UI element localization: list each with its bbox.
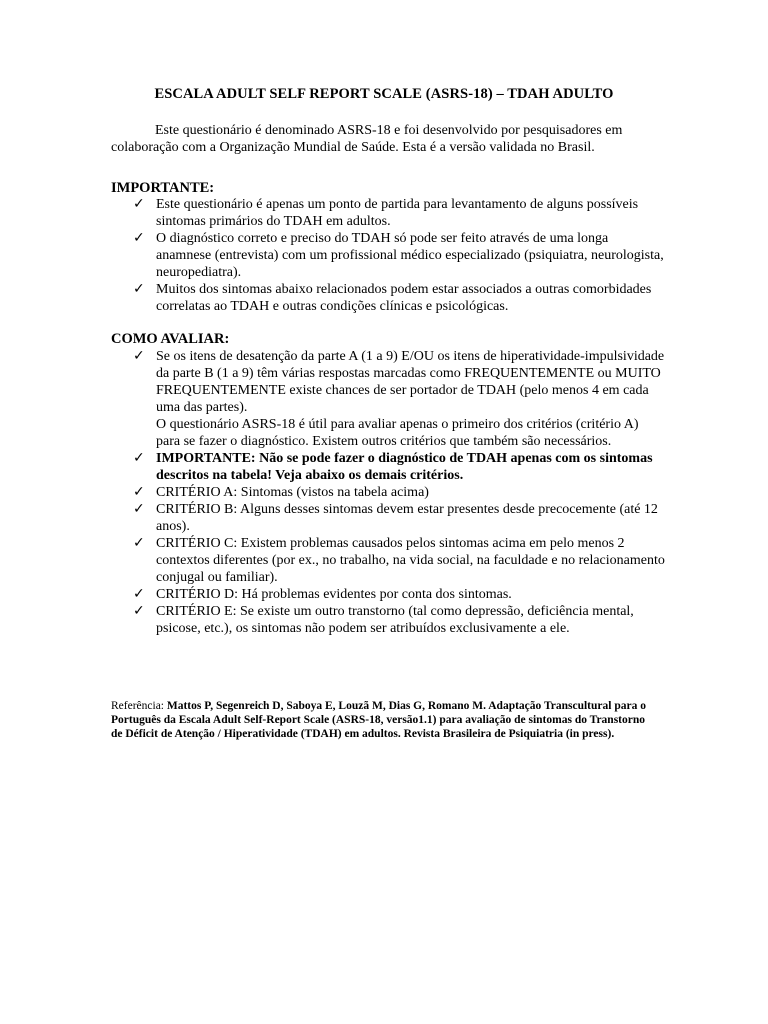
list-item bbox=[111, 230, 666, 281]
list-item-text: Se os itens de desatenção da parte A (1 a 9) E/OU os itens de hiperatividade-impulsividade da parte B (1 a 9) têm várias respostas marcadas como FREQUENTEMENTE ou MUITO FREQUENTEMENTE existe chances de ser portador de TDAH (pelo menos 4 em cada uma das partes). bbox=[156, 349, 665, 415]
importante-list bbox=[111, 196, 666, 315]
criterio-text: CRITÉRIO D: Há problemas evidentes por conta dos sintomas. bbox=[156, 587, 512, 602]
list-item-subtext: O questionário ASRS-18 é útil para avaliar apenas o primeiro dos critérios (critério A) para se fazer o diagnóstico. Existem outros critérios que também são necessários. bbox=[156, 417, 639, 449]
criterio-text: CRITÉRIO C: Existem problemas causados pelos sintomas acima em pelo menos 2 contextos diferentes (por ex., no trabalho, na vida social, na faculdade e no relacionamento conjugal ou familiar). bbox=[156, 536, 665, 585]
list-item-text: IMPORTANTE: Não se pode fazer o diagnóstico de TDAH apenas com os sintomas descritos na tabela! Veja abaixo os demais critérios. bbox=[156, 451, 653, 483]
criterio-text: CRITÉRIO E: Se existe um outro transtorno (tal como depressão, deficiência mental, psicose, etc.), os sintomas não podem ser atribuídos exclusivamente a ele. bbox=[156, 604, 634, 636]
check-icon: ✓ bbox=[133, 281, 145, 297]
como-avaliar-heading: COMO AVALIAR: bbox=[111, 331, 230, 347]
criterio-text: CRITÉRIO A: Sintomas (vistos na tabela acima) bbox=[156, 485, 429, 500]
check-icon: ✓ bbox=[133, 586, 145, 602]
criterio-item bbox=[111, 535, 666, 586]
document-title: ESCALA ADULT SELF REPORT SCALE (ASRS-18) – TDAH ADULTO bbox=[154, 86, 614, 102]
check-icon: ✓ bbox=[133, 501, 145, 517]
check-icon: ✓ bbox=[133, 230, 145, 246]
list-item-text: Este questionário é apenas um ponto de partida para levantamento de alguns possíveis sintomas primários do TDAH em adultos. bbox=[156, 197, 639, 229]
intro-paragraph: Este questionário é denominado ASRS-18 e foi desenvolvido por pesquisadores em colaboração com a Organização Mundial de Saúde. Esta é a versão validada no Brasil. bbox=[111, 123, 623, 155]
reference-label: Referência: bbox=[111, 700, 167, 712]
list-item-text: Muitos dos sintomas abaixo relacionados podem estar associados a outras comorbidades correlatas ao TDAH e outras condições clínicas e psicológicas. bbox=[156, 282, 652, 314]
criterio-item bbox=[111, 603, 666, 637]
importante-heading: IMPORTANTE: bbox=[111, 180, 215, 196]
list-item-text: O diagnóstico correto e preciso do TDAH só pode ser feito através de uma longa anamnese (entrevista) com um profissional médico especializado (psiquiatra, neurologista, neuropediatra). bbox=[156, 231, 664, 280]
criterio-text: CRITÉRIO B: Alguns desses sintomas devem estar presentes desde precocemente (até 12 anos). bbox=[156, 502, 658, 534]
check-icon: ✓ bbox=[133, 484, 145, 500]
reference-paragraph bbox=[111, 699, 651, 741]
criterio-item bbox=[111, 501, 666, 535]
check-icon: ✓ bbox=[133, 535, 145, 551]
list-item bbox=[111, 196, 666, 230]
reference-text: Mattos P, Segenreich D, Saboya E, Louzã M, Dias G, Romano M. Adaptação Transcultural para o Português da Escala Adult Self-Report Scale (ASRS-18, versão1.1) para avaliação de sintomas do Transtorno de Déficit de Atenção / Hiperatividade (TDAH) em adultos. Revista Brasileira de Psiquiatria (in press). bbox=[111, 700, 646, 740]
check-icon: ✓ bbox=[133, 603, 145, 619]
check-icon: ✓ bbox=[133, 348, 145, 364]
list-item bbox=[111, 348, 666, 450]
criterio-item bbox=[111, 586, 666, 603]
check-icon: ✓ bbox=[133, 450, 145, 466]
list-item bbox=[111, 281, 666, 315]
criterio-item bbox=[111, 484, 666, 501]
check-icon: ✓ bbox=[133, 196, 145, 212]
list-item bbox=[111, 450, 666, 484]
como-avaliar-list bbox=[111, 348, 666, 637]
